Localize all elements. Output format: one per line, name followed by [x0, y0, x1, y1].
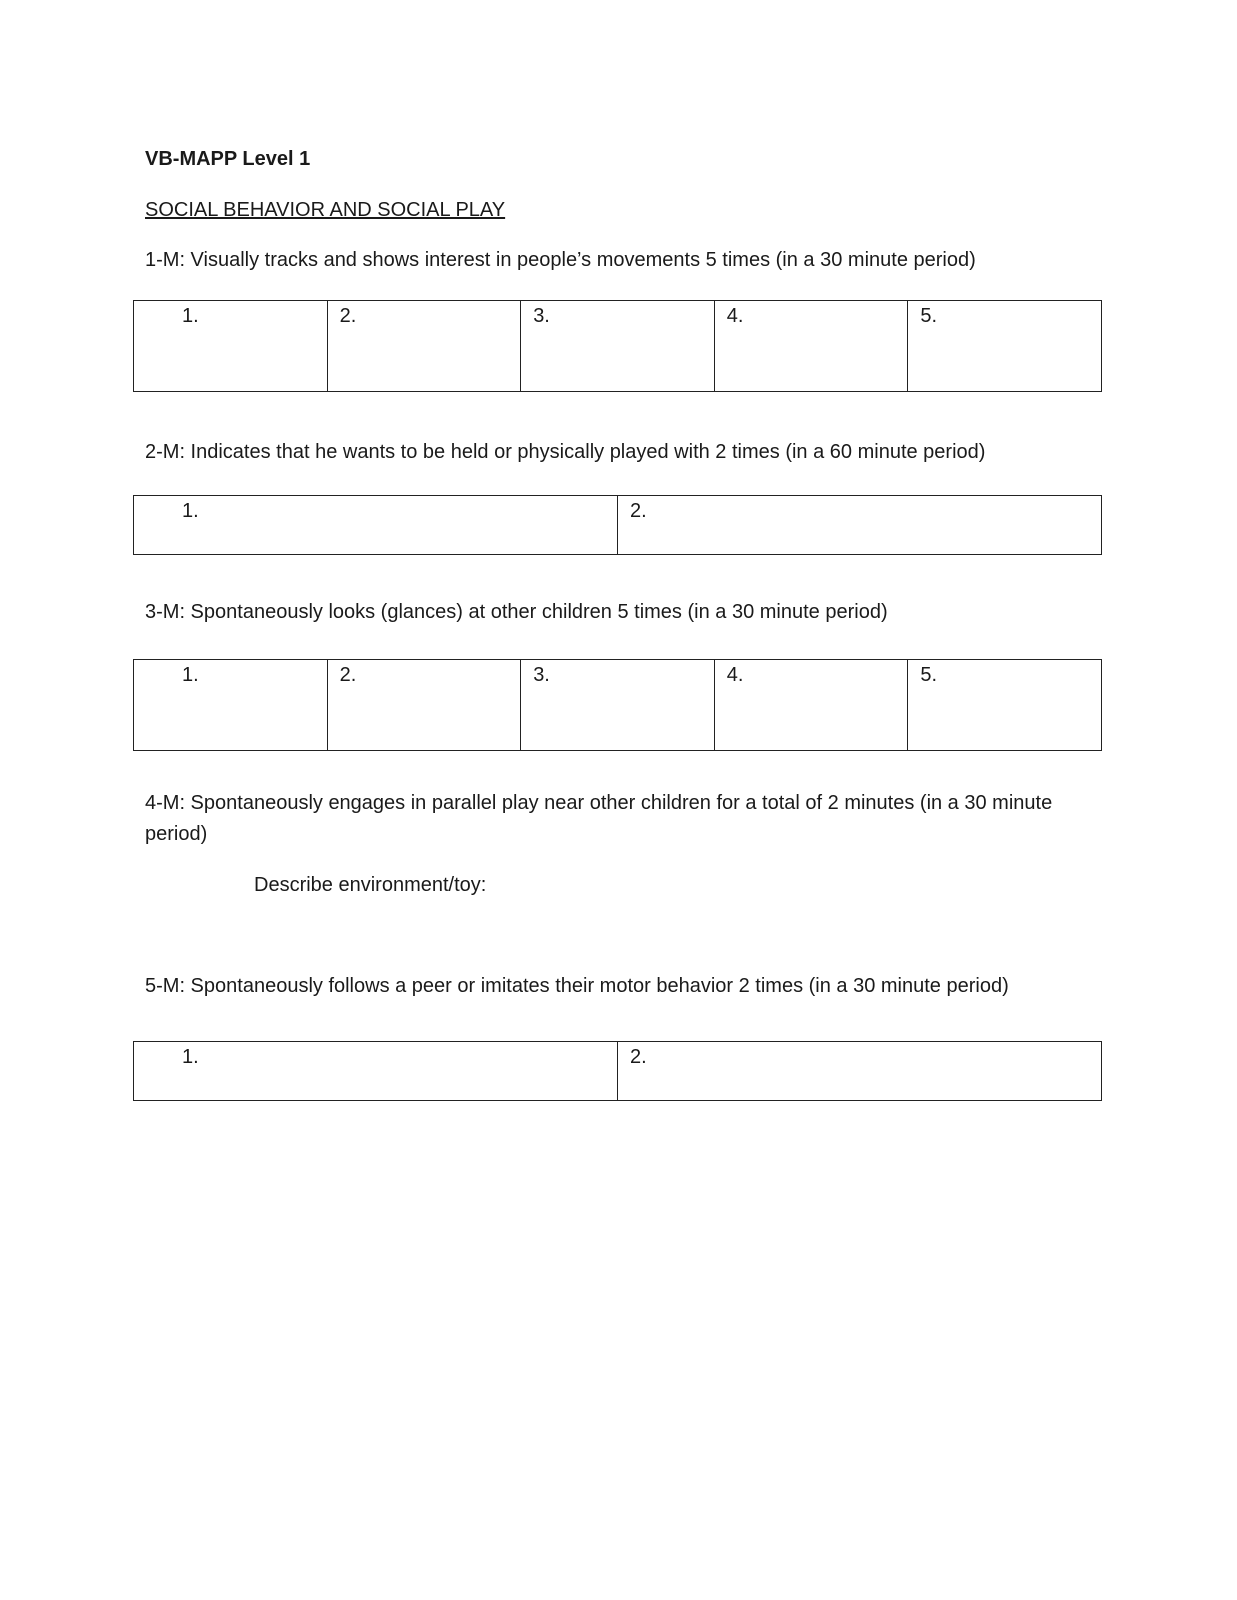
- item-5-tally-table: [133, 1041, 1102, 1101]
- section-heading: SOCIAL BEHAVIOR AND SOCIAL PLAY: [145, 199, 506, 221]
- tally-cell-5[interactable]: 5.: [908, 301, 1102, 392]
- tally-cell-1[interactable]: 1.: [134, 1042, 618, 1101]
- tally-cell-1[interactable]: 1.: [134, 496, 618, 555]
- document-title: VB-MAPP Level 1: [145, 148, 311, 170]
- tally-cell-1[interactable]: 1.: [134, 301, 328, 392]
- tally-cell-2[interactable]: 2.: [327, 660, 521, 751]
- tally-cell-4[interactable]: 4.: [714, 660, 908, 751]
- item-4-text: 4-M: Spontaneously engages in parallel play near other children for a total of 2 minutes (in a 30 minute period): [145, 792, 1053, 845]
- item-3-text: 3-M: Spontaneously looks (glances) at other children 5 times (in a 30 minute period): [145, 601, 888, 623]
- item-5-text: 5-M: Spontaneously follows a peer or imitates their motor behavior 2 times (in a 30 minute period): [145, 975, 1009, 997]
- item-1-text: 1-M: Visually tracks and shows interest in people’s movements 5 times (in a 30 minute period): [145, 249, 976, 271]
- tally-cell-2[interactable]: 2.: [618, 496, 1102, 555]
- table-row: [134, 301, 1102, 392]
- tally-cell-1[interactable]: 1.: [134, 660, 328, 751]
- tally-cell-3[interactable]: 3.: [521, 660, 715, 751]
- tally-cell-5[interactable]: 5.: [908, 660, 1102, 751]
- tally-cell-4[interactable]: 4.: [714, 301, 908, 392]
- item-2-tally-table: [133, 495, 1102, 555]
- table-row: [134, 1042, 1102, 1101]
- tally-cell-2[interactable]: 2.: [327, 301, 521, 392]
- item-1-tally-table: [133, 300, 1102, 392]
- tally-cell-2[interactable]: 2.: [618, 1042, 1102, 1101]
- describe-environment-prompt: Describe environment/toy:: [254, 874, 487, 896]
- tally-cell-3[interactable]: 3.: [521, 301, 715, 392]
- table-row: [134, 496, 1102, 555]
- table-row: [134, 660, 1102, 751]
- item-3-tally-table: [133, 659, 1102, 751]
- item-2-text: 2-M: Indicates that he wants to be held or physically played with 2 times (in a 60 minute period): [145, 441, 986, 463]
